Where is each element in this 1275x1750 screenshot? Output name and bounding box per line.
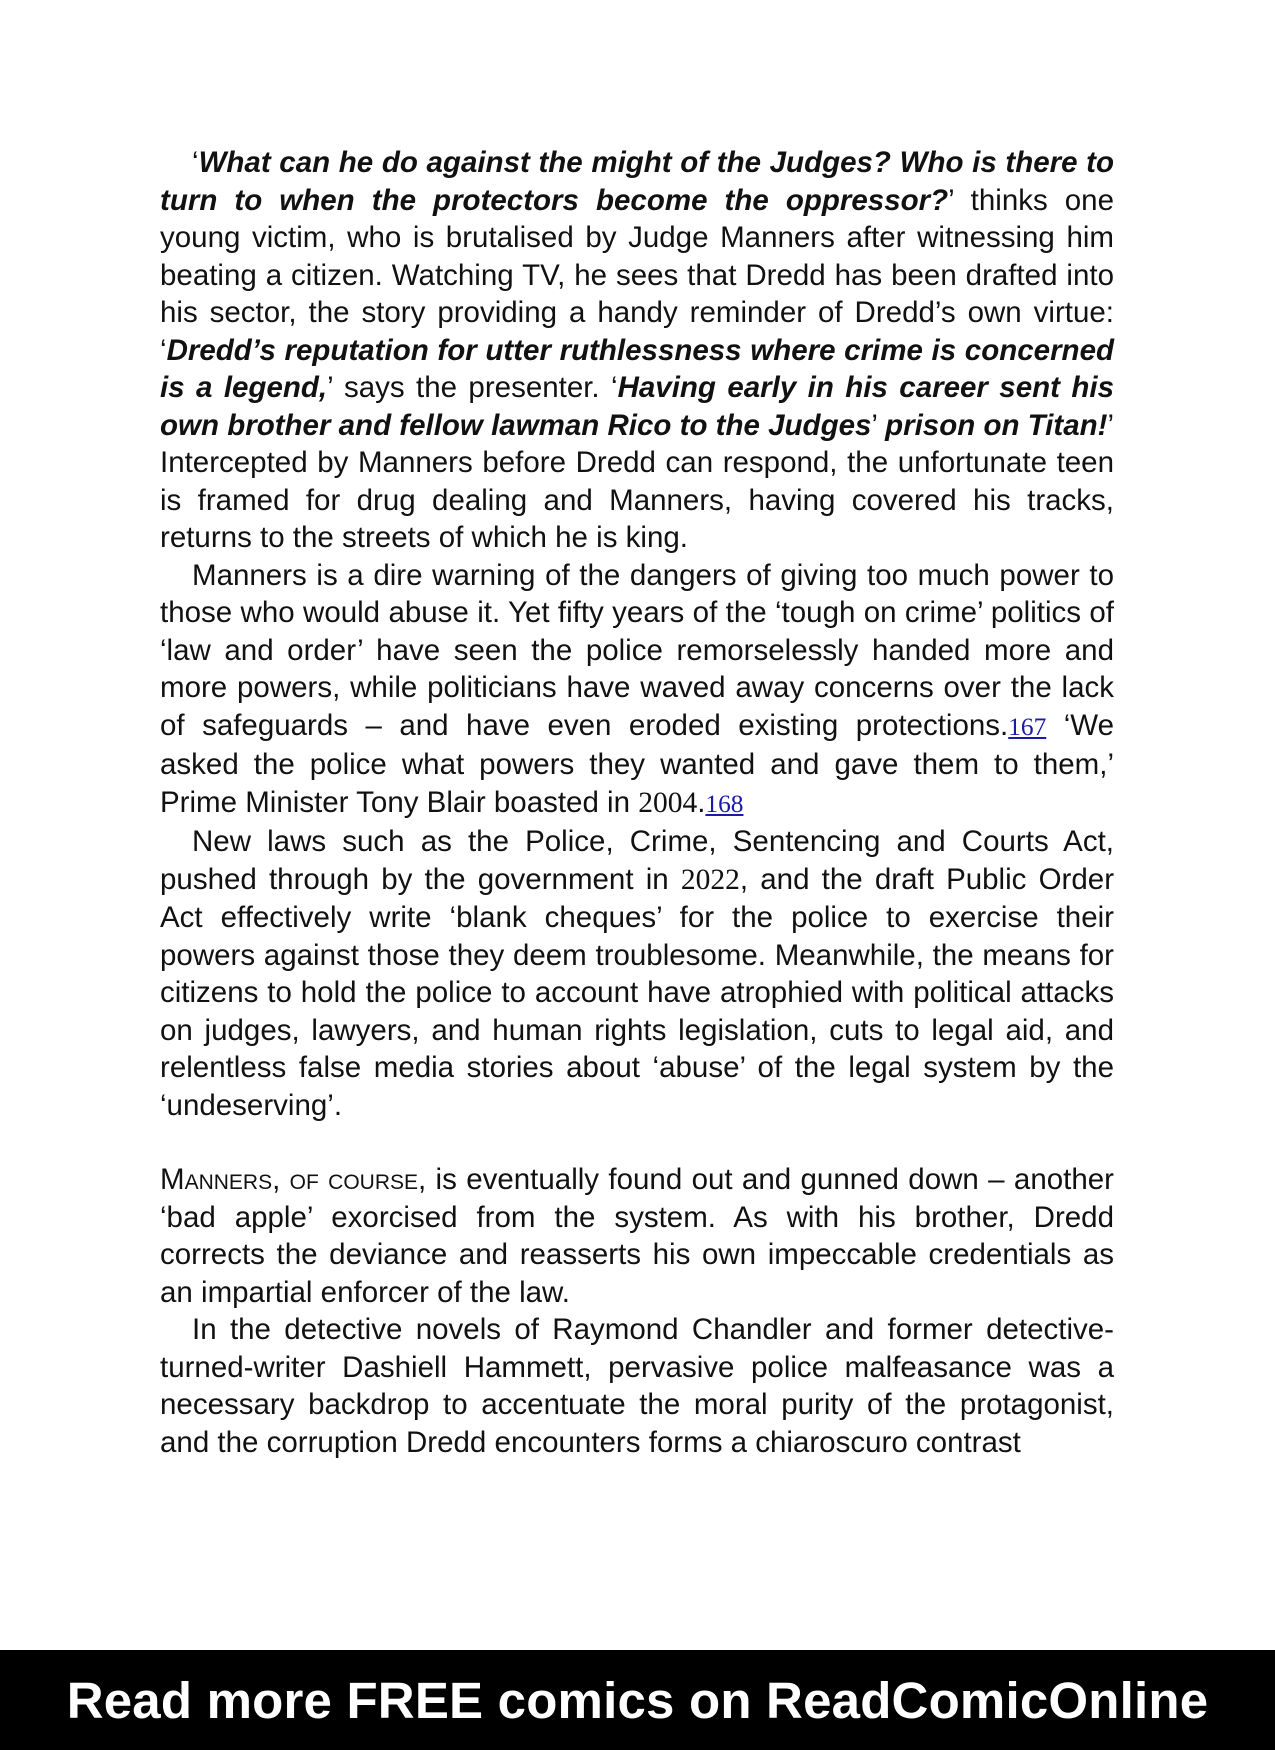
emphasized-quote: Having early in his career sent his own brother and fellow lawman Rico to the Judges [160,371,1114,442]
paragraph-text: . [697,785,706,819]
paragraph-text: is eventually found out and gunned down – another ‘bad apple’ exorcised from the system. As with his brother, Dredd corrects the deviance and reasserts his own impeccable credentials as an impartial enforcer of the law. [160,1163,1114,1309]
paragraph-text: , and the draft Public Order Act effectively write ‘blank cheques’ for the police to exercise their powers against those they deem troublesome. Meanwhile, the means for citizens to hold the police to account have atrophied with political attacks on judges, lawyers, and human rights legislation, cuts to legal aid, and relentless false media stories about ‘abuse’ of the legal system by the ‘undeserving’. [160,862,1115,1122]
footnote-link-167[interactable]: 167 [1008,712,1047,741]
small-caps-lead: Manners, of course, [160,1163,427,1196]
footnote-link-168[interactable]: 168 [705,789,744,818]
paragraph-text: ’ says the presenter. ‘ [327,371,618,404]
paragraph-text: Manners is a dire warning of the dangers of giving too much power to those who would abuse it. Yet fifty years of the ‘tough on crime’ politics of ‘law and order’ have seen the police remorselessly handed more and more powers, while politicians have waved away concerns over the lack of safeguards – and have even eroded existing protections. [160,558,1114,742]
paragraph-text: ‘We asked the police what powers they wanted and gave them to them,’ Prime Minister Tony Blair boasted in [160,708,1115,819]
paragraph-3 [160,823,1114,1124]
year-number: 2022 [680,863,740,896]
emphasized-quote: Dredd’s reputation for utter ruthlessness where crime is concerned is a legend, [160,333,1114,404]
paragraph-text: In the detective novels of Raymond Chandler and former detective-turned-writer Dashiell Hammett, pervasive police malfeasance was a necessary backdrop to accentuate the moral purity of the protagonist, and the corruption Dredd encounters forms a chiaroscuro contrast [160,1313,1114,1459]
promo-banner[interactable] [0,1650,1275,1750]
paragraph-2 [160,557,1114,824]
emphasized-quote: What can he do against the might of the Judges? Who is there to turn to when the protectors become the oppressor? [160,146,1114,217]
paragraph-5 [160,1311,1114,1461]
emphasized-quote: prison on Titan! [885,408,1108,442]
year-number: 2004 [638,786,698,819]
paragraph-text: ’ [871,408,886,442]
quote-mark: ‘ [192,146,199,179]
paragraph-text: New laws such as the Police, Crime, Sentencing and Courts Act, pushed through by the government in [160,825,1114,896]
paragraph-text: ’ Intercepted by Manners before Dredd can respond, the unfortunate teen is framed for drug dealing and Manners, having covered his tracks, returns to the streets of which he is king. [160,408,1115,554]
paragraph-4 [160,1161,1114,1311]
paragraph-text: ’ thinks one young victim, who is brutalised by Judge Manners after witnessing him beating a citizen. Watching TV, he sees that Dredd has been drafted into his sector, the story providing a handy reminder of Dredd’s own virtue: ‘ [160,183,1114,367]
body-text [160,144,1114,1461]
paragraph-1 [160,144,1114,557]
banner-text: Read more FREE comics on ReadComicOnline [66,1671,1209,1729]
